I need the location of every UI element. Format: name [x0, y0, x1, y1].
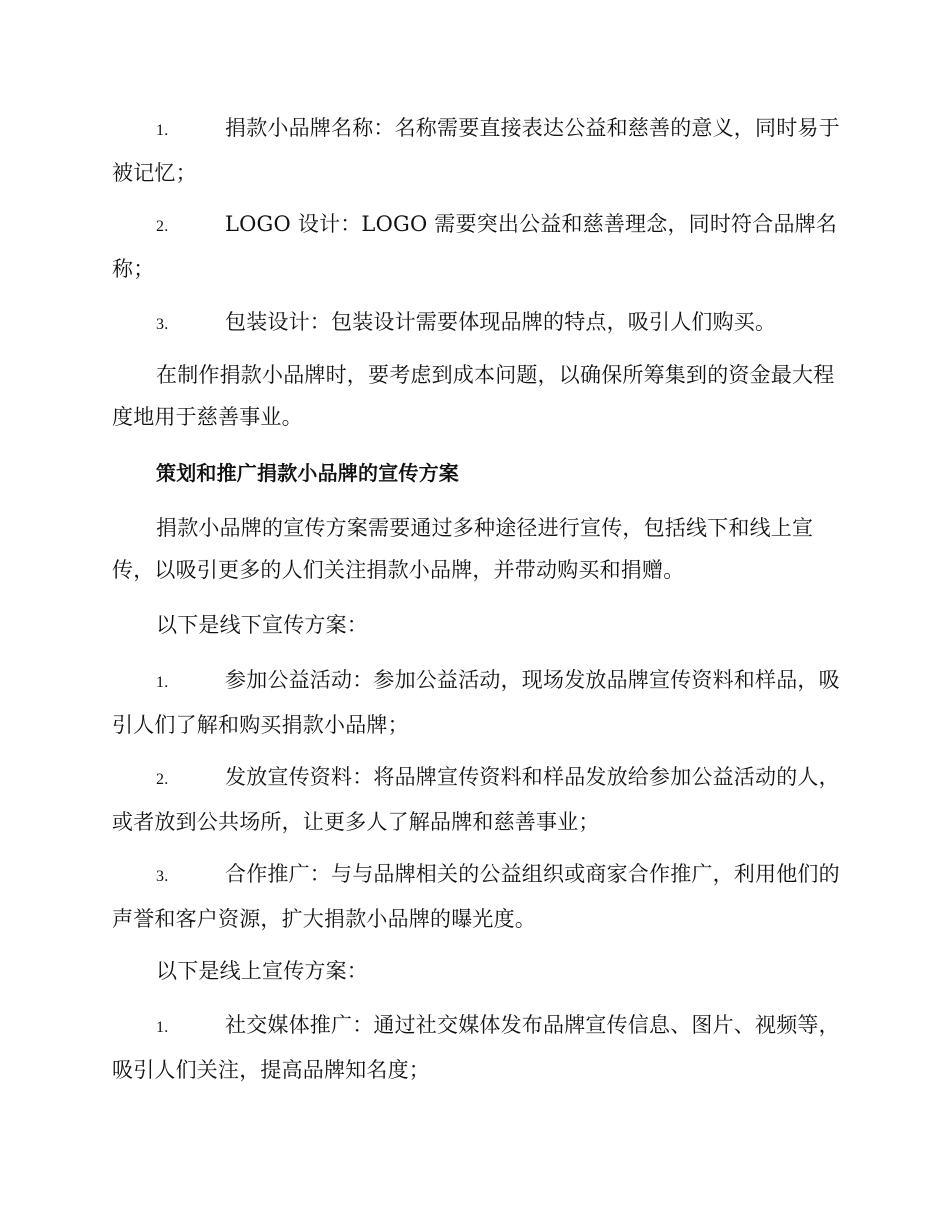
offline-intro: 以下是线下宣传方案：	[156, 613, 368, 637]
list-item	[112, 107, 842, 194]
list-item	[112, 301, 842, 346]
list-text: 社交媒体推广：通过社交媒体发布品牌宣传信息、图片、视频等，吸引人们关注，提高品牌知名度；	[112, 1013, 840, 1082]
list-number: 3.	[156, 316, 169, 333]
list-text: 合作推广：与与品牌相关的公益组织或商家合作推广，利用他们的声誉和客户资源，扩大捐款小品牌的曝光度。	[112, 862, 840, 931]
online-intro: 以下是线上宣传方案：	[156, 959, 368, 983]
paragraph-cost: 在制作捐款小品牌时，要考虑到成本问题，以确保所筹集到的资金最大程度地用于慈善事业。	[112, 363, 835, 429]
section-heading: 策划和推广捐款小品牌的宣传方案	[156, 461, 459, 485]
list-number: 1.	[156, 122, 169, 139]
list-text: 包装设计：包装设计需要体现品牌的特点，吸引人们购买。	[225, 310, 777, 334]
list-number: 1.	[156, 1019, 169, 1036]
list-item	[112, 1004, 842, 1091]
list-text: 捐款小品牌名称：名称需要直接表达公益和慈善的意义，同时易于被记忆；	[112, 116, 840, 185]
list-number: 2.	[156, 218, 169, 235]
list-number: 2.	[156, 771, 169, 788]
list-text: 发放宣传资料：将品牌宣传资料和样品发放给参加公益活动的人，或者放到公共场所，让更多人了解品牌和慈善事业；	[112, 765, 840, 834]
list-item	[112, 853, 842, 940]
list-item	[112, 659, 842, 746]
list-number: 3.	[156, 868, 169, 885]
list-item	[112, 756, 842, 843]
list-text: LOGO 设计：LOGO 需要突出公益和慈善理念，同时符合品牌名称；	[112, 212, 838, 281]
list-number: 1.	[156, 674, 169, 691]
paragraph-promo: 捐款小品牌的宣传方案需要通过多种途径进行宣传，包括线下和线上宣传，以吸引更多的人们关注捐款小品牌，并带动购买和捐赠。	[112, 516, 814, 582]
list-text: 参加公益活动：参加公益活动，现场发放品牌宣传资料和样品，吸引人们了解和购买捐款小品牌；	[112, 668, 840, 737]
list-item	[112, 203, 842, 290]
